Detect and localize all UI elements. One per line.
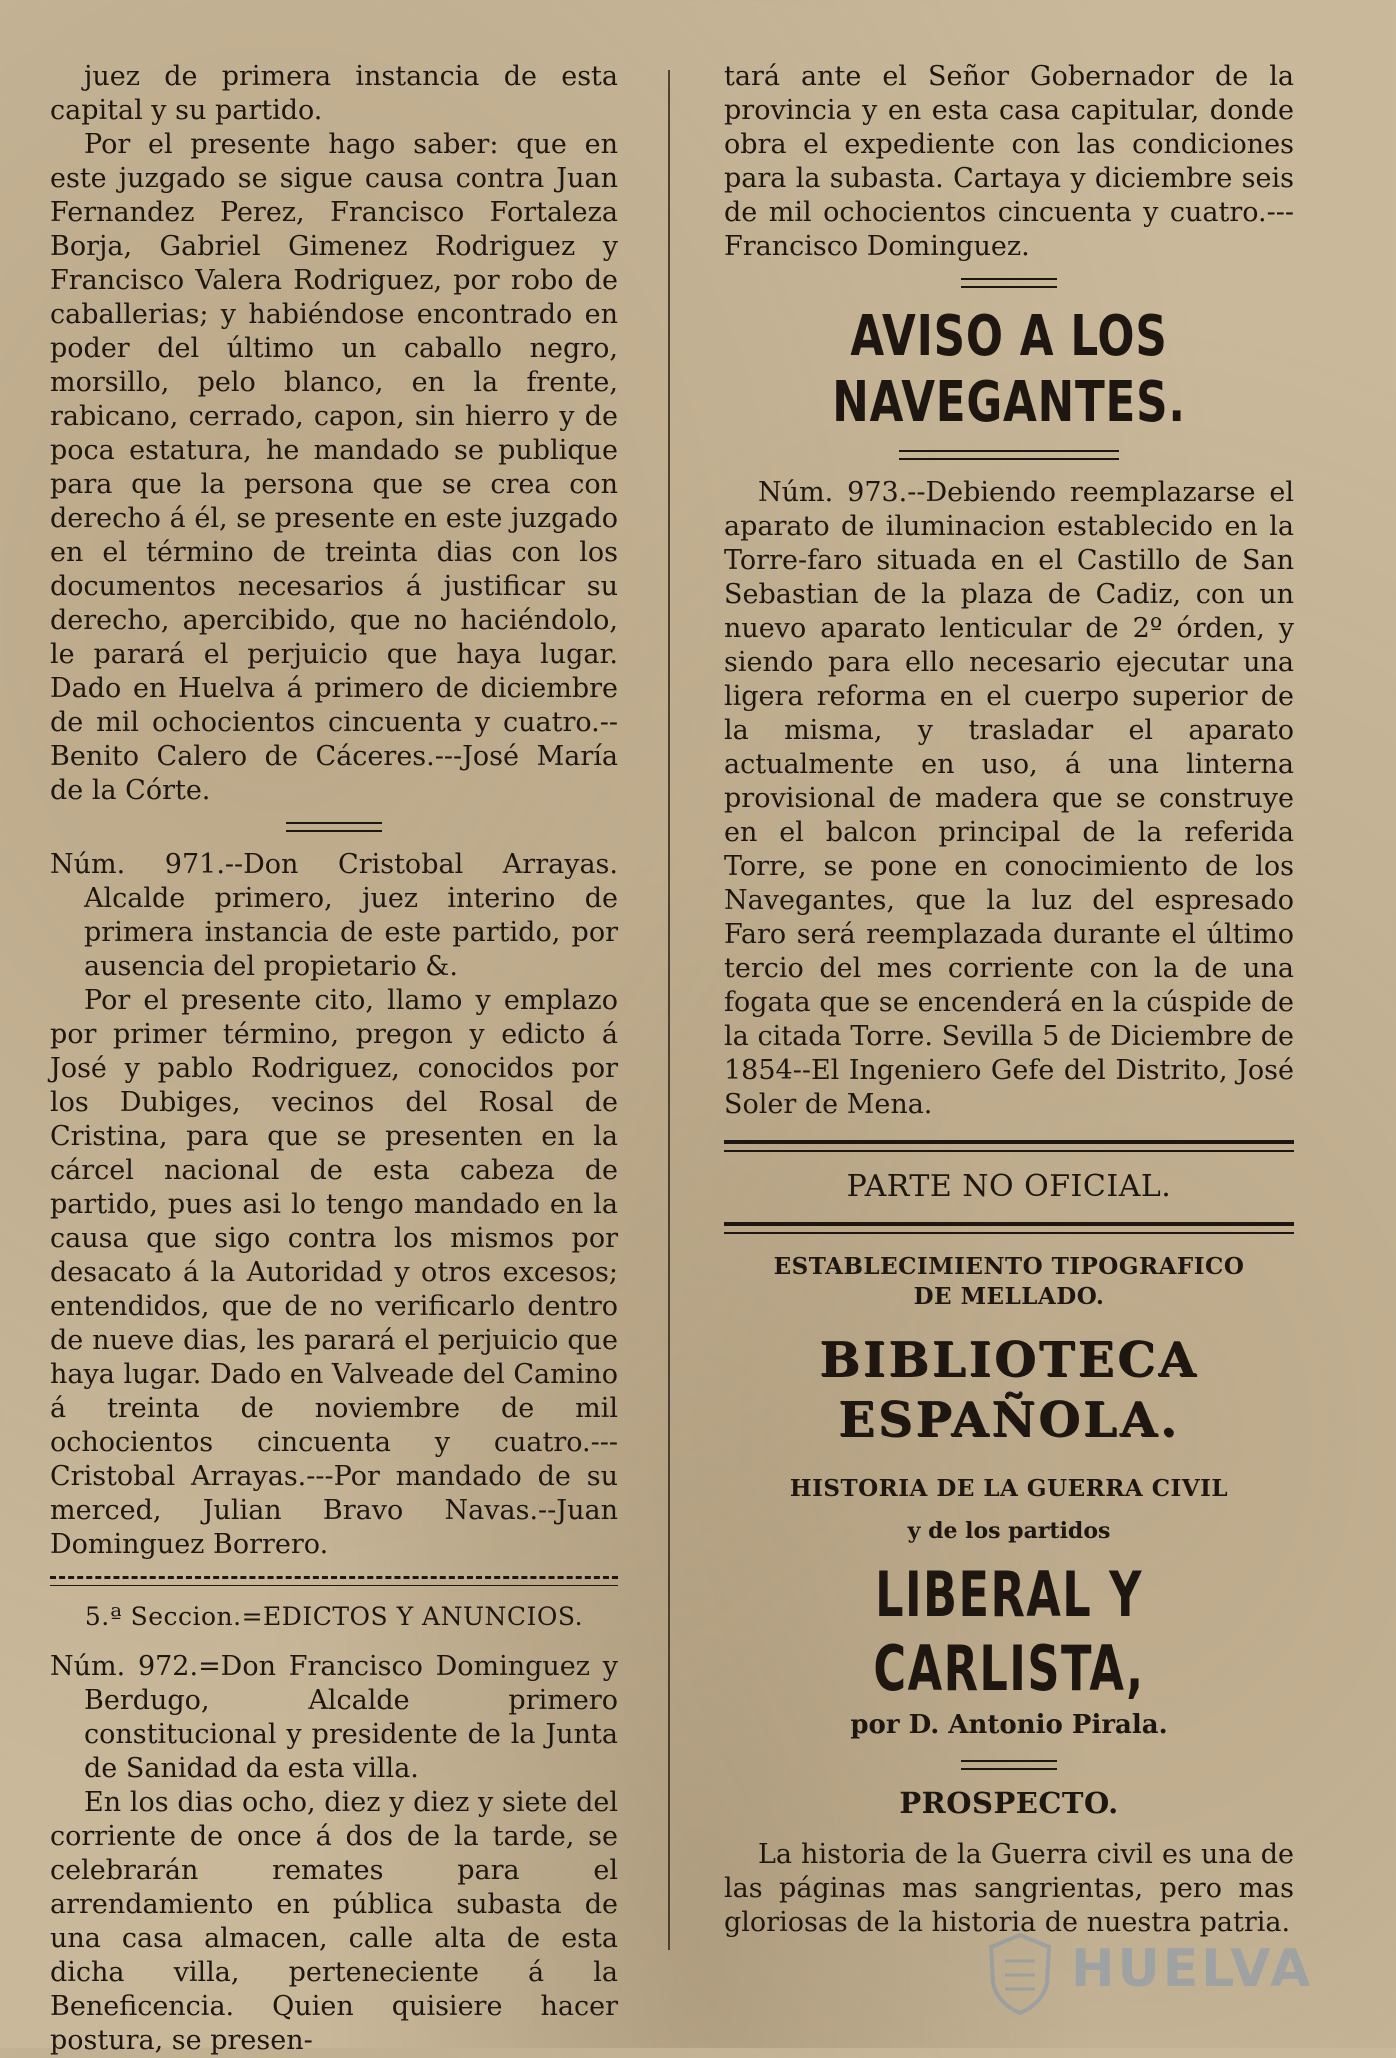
- paragraph-num-973: Núm. 973.--Debiendo reemplazarse el aparato de iluminacion establecido en la Torre-faro situada en el Castillo de San Sebastian de la plaza de Cadiz, con un nuevo aparato lenticular de 2º órden, y siendo para ello necesario ejecutar una ligera reforma en el cuerpo superior de la misma, y trasladar el aparato actualmente en uso, á una linterna provisional de madera que se construye en el balcon principal de la referida Torre, se pone en conocimiento de los Navegantes, que la luz del espresado Faro será reemplazada durante el último tercio del mes corriente con la de una fogata que se encenderá en la cúspide de la citada Torre. Sevilla 5 de Diciembre de 1854--El Ingeniero Gefe del Distrito, José Soler de Mena.: [724, 477, 1294, 1120]
- biblioteca-title: BIBLIOTECA ESPAÑOLA.: [819, 1332, 1199, 1448]
- paragraph-emplazo: Por el presente cito, llamo y emplazo por primer término, pregon y edicto á José y pablo Rodriguez, conocidos por los Dubiges, vecinos del Rosal de Cristina, para que se presenten en la cárcel nacional de esta cabeza de partido, pues asi lo tengo mandado en la causa que sigo contra los mismos por desacato á la Autoridad y otros excesos; entendidos, que de no verificarlo dentro de nueve dias, les parará el perjuicio que haya lugar. Dado en Valveade del Camino á treinta de noviembre de mil ochocientos cincuenta y cuatro.---Cristobal Arrayas.---Por mandado de su merced, Julian Bravo Navas.--Juan Dominguez Borrero.: [50, 985, 618, 1560]
- paragraph-num-972: Núm. 972.=Don Francisco Dominguez y Berdugo, Alcalde primero constitucional y presidente de la Junta de Sanidad da esta villa.: [50, 1651, 618, 1784]
- author-line: por D. Antonio Pirala.: [850, 1710, 1168, 1740]
- double-rule: [724, 1140, 1294, 1152]
- liberal-carlista-title: LIBERAL Y CARLISTA,: [873, 1558, 1145, 1705]
- section-heading: 5.ª Seccion.=EDICTOS Y ANUNCIOS.: [84, 1602, 584, 1631]
- paragraph-remates: En los dias ocho, diez y diez y siete del corriente de once á dos de la tarde, se celebrarán remates para el arrendamiento en pública subasta de una casa almacen, calle alta de esta dicha villa, perteneciente á la Beneficencia. Quien quisiere hacer postura, se presen-: [50, 1787, 618, 2056]
- column-divider: [668, 70, 670, 1950]
- paragraph-num-971: Núm. 971.--Don Cristobal Arrayas. Alcalde primero, juez interino de primera instancia de este partido, por ausencia del propietario &.: [50, 849, 618, 982]
- double-rule: [724, 1222, 1294, 1234]
- short-rule: [286, 822, 382, 832]
- short-rule: [899, 450, 1119, 460]
- paragraph-prospecto: La historia de la Guerra civil es una de las páginas mas sangrientas, pero mas gloriosas de la historia de nuestra patria.: [724, 1839, 1294, 1938]
- watermark-text: HUELVA: [1071, 1939, 1314, 1999]
- crest-icon: [985, 1931, 1055, 2017]
- aviso-title: AVISO A LOS NAVEGANTES.: [832, 304, 1186, 435]
- left-column: [50, 60, 618, 2058]
- establecimiento-line-1: ESTABLECIMIENTO TIPOGRAFICO: [773, 1253, 1245, 1280]
- paragraph-continuation: tará ante el Señor Gobernador de la provincia y en esta casa capitular, donde obra el expediente con las condiciones para la subasta. Cartaya y diciembre seis de mil ochocientos cincuenta y cuatro.---Francisco Dominguez.: [724, 61, 1294, 262]
- establecimiento-line-2: DE MELLADO.: [913, 1283, 1105, 1310]
- paragraph-robo-edict: Por el presente hago saber: que en este juzgado se sigue causa contra Juan Fernandez Perez, Francisco Fortaleza Borja, Gabriel Gimenez Rodriguez y Francisco Valera Rodriguez, por robo de caballerias; y habiéndose encontrado en poder del último un caballo negro, morsillo, pelo blanco, en la frente, rabicano, cerrado, capon, sin hierro y de poca estatura, he mandado se publique para que la persona que se crea con derecho á él, se presente en este juzgado en el término de treinta dias con los documentos necesarios á justificar su derecho, apercibido, que no haciéndolo, le parará el perjuicio que haya lugar. Dado en Huelva á primero de diciembre de mil ochocientos cincuenta y cuatro.--Benito Calero de Cáceres.---José María de la Córte.: [50, 129, 618, 806]
- historia-heading: HISTORIA DE LA GUERRA CIVIL: [789, 1475, 1229, 1502]
- establecimiento-heading: [724, 1252, 1294, 1312]
- short-rule: [961, 1760, 1057, 1770]
- parte-no-oficial-title: PARTE NO OFICIAL.: [846, 1169, 1172, 1204]
- paragraph-intro: juez de primera instancia de esta capital y su partido.: [50, 61, 618, 126]
- dashed-rule: [50, 1576, 618, 1586]
- prospecto-heading: PROSPECTO.: [899, 1786, 1119, 1820]
- short-rule: [961, 278, 1057, 288]
- partidos-line: y de los partidos: [907, 1518, 1111, 1544]
- huelva-watermark: [985, 1925, 1315, 2025]
- right-column: [724, 60, 1294, 1940]
